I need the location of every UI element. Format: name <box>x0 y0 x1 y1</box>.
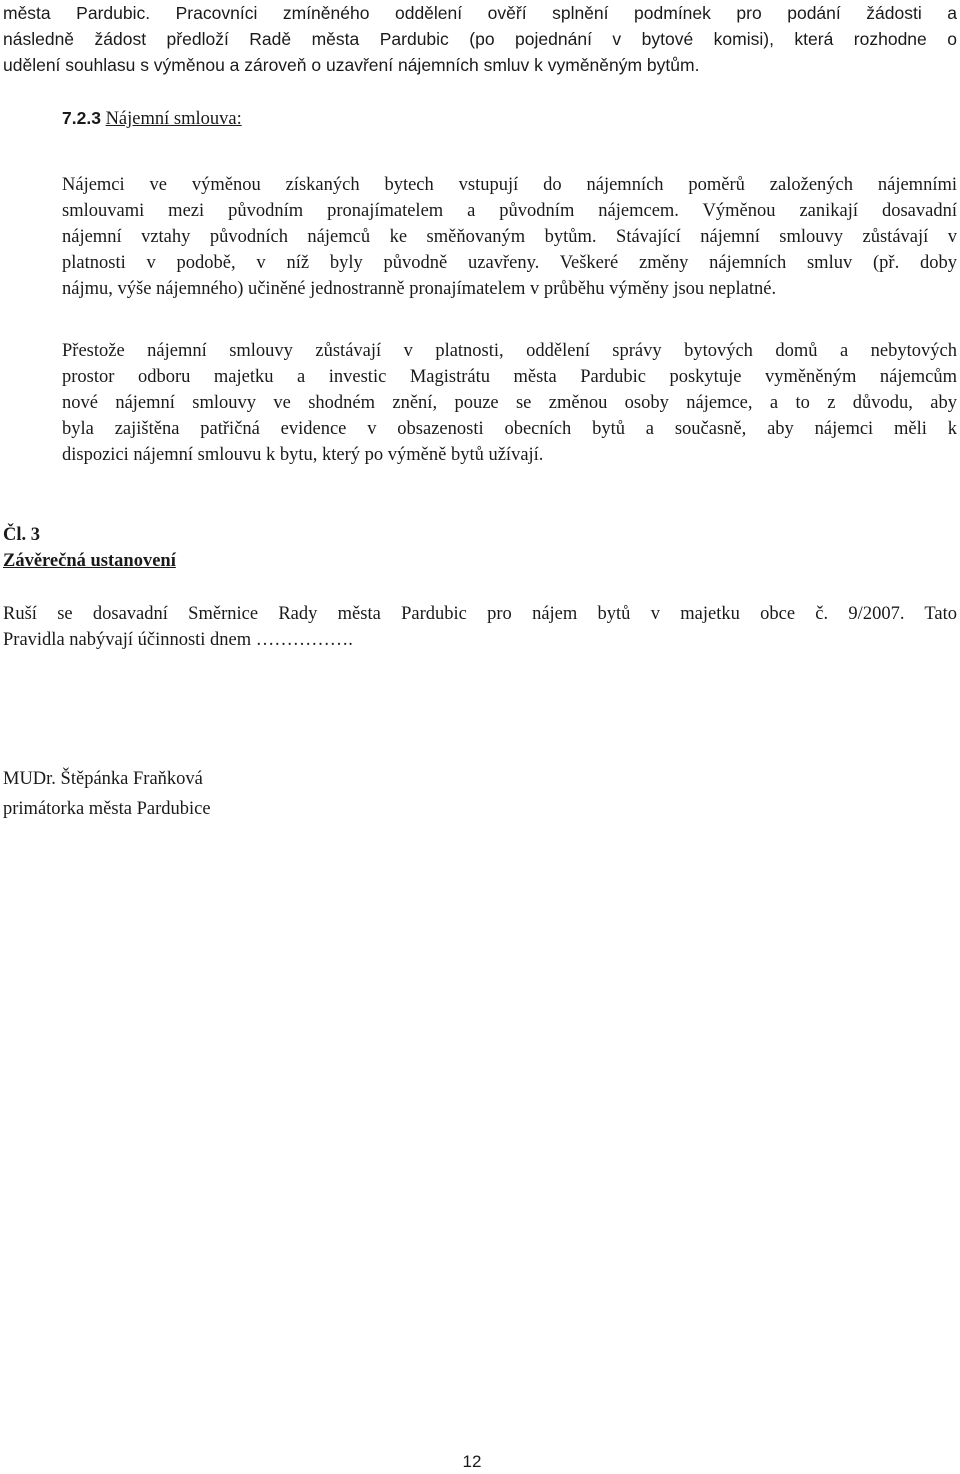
lease-paragraph-2 <box>62 338 957 468</box>
signatory-role: primátorka města Pardubice <box>3 799 211 819</box>
paragraph-line: Pravidla nabývají účinnosti dnem ……………. <box>3 630 353 650</box>
article-title: Závěrečná ustanovení <box>3 551 176 571</box>
paragraph-line: nájmu, výše nájemného) učiněné jednostranně pronajímatelem v průběhu výměny jsou neplatné. <box>62 279 777 299</box>
paragraph-line: platnosti v podobě, v níž byly původně uzavřeny. Veškeré změny nájemních smluv (př. doby <box>62 253 957 273</box>
paragraph-line: byla zajištěna patřičná evidence v obsazenosti obecních bytů a současně, aby nájemci měli k <box>62 419 957 439</box>
lease-paragraph-1 <box>62 172 957 302</box>
section-heading-7-2-3 <box>62 105 242 132</box>
paragraph-line: Nájemci ve výměnou získaných bytech vstupují do nájemních poměrů založených nájemními <box>62 175 957 195</box>
paragraph-line: Přestože nájemní smlouvy zůstávají v platnosti, oddělení správy bytových domů a nebytových <box>62 341 957 361</box>
intro-line: města Pardubic. Pracovníci zmíněného oddělení ověří splnění podmínek pro podání žádosti a <box>3 3 957 23</box>
intro-line: následně žádost předloží Radě města Pardubic (po pojednání v bytové komisi), která rozhodne o <box>3 29 957 49</box>
article-label: Čl. 3 <box>3 525 40 545</box>
paragraph-line: dispozici nájemní smlouvu k bytu, který po výměně bytů užívají. <box>62 445 544 465</box>
section-title: Nájemní smlouva: <box>105 109 242 129</box>
intro-line: udělení souhlasu s výměnou a zároveň o uzavření nájemních smluv k vyměněným bytům. <box>3 55 700 75</box>
page-number: 12 <box>462 1452 482 1471</box>
final-provisions-paragraph <box>3 601 957 653</box>
paragraph-line: smlouvami mezi původním pronajímatelem a původním nájemcem. Výměnou zanikají dosavadní <box>62 201 957 221</box>
paragraph-line: prostor odboru majetku a investic Magistrátu města Pardubic poskytuje vyměněným nájemcům <box>62 367 957 387</box>
signature-block <box>3 764 211 824</box>
paragraph-line: nájemní vztahy původních nájemců ke směňovaným bytům. Stávající nájemní smlouvy zůstávají v <box>62 227 957 247</box>
section-number: 7.2.3 <box>62 108 101 128</box>
intro-paragraph <box>3 0 957 78</box>
signatory-name: MUDr. Štěpánka Fraňková <box>3 769 203 789</box>
paragraph-line: nové nájemní smlouvy ve shodném znění, pouze se změnou osoby nájemce, a to z důvodu, aby <box>62 393 957 413</box>
paragraph-line: Ruší se dosavadní Směrnice Rady města Pardubic pro nájem bytů v majetku obce č. 9/2007. Tato <box>3 604 957 624</box>
